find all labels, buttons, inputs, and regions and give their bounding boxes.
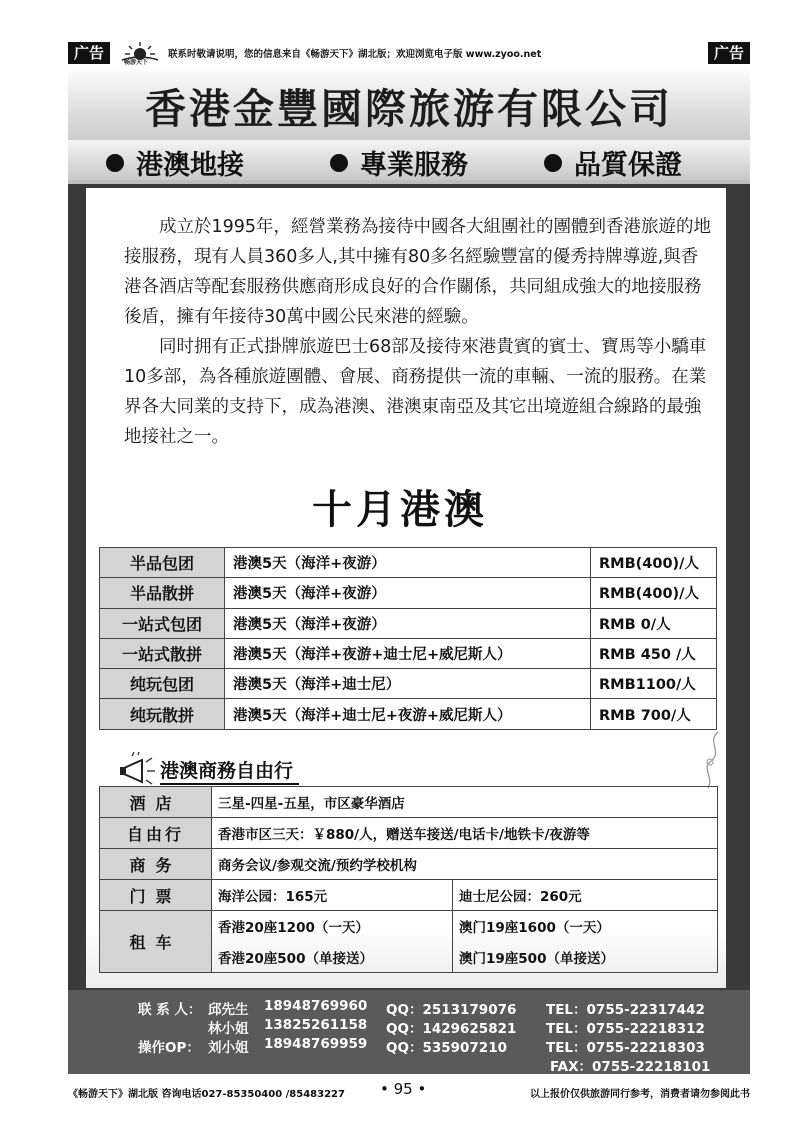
contact-fax: FAX：0755-22218101 bbox=[550, 1059, 711, 1075]
table-row bbox=[100, 669, 717, 699]
contact-tel: TEL：0755-22317442 bbox=[546, 1002, 705, 1018]
contact-name: 刘小姐 bbox=[208, 1040, 249, 1056]
logo-text: 畅游天下 bbox=[124, 59, 149, 66]
slogan-item: 專業服務 bbox=[330, 143, 468, 182]
promo-title: 十月港澳 bbox=[312, 487, 488, 533]
bullet-icon bbox=[330, 154, 348, 172]
free-travel-value: 香港市区三天：￥880/人，赠送车接送/电话卡/地铁卡/夜游等 bbox=[212, 818, 718, 849]
tour-route: 港澳5天（海洋+迪士尼） bbox=[225, 669, 591, 699]
tour-price: RMB(400)/人 bbox=[591, 578, 717, 608]
tour-price: RMB1100/人 bbox=[591, 669, 717, 699]
slogan-item: 港澳地接 bbox=[106, 143, 244, 182]
tour-route: 港澳5天（海洋+夜游） bbox=[225, 608, 591, 638]
tour-category: 纯玩包团 bbox=[100, 669, 225, 699]
row-label-free-travel: 自由行 bbox=[100, 818, 212, 849]
macau-day-rental: 澳门19座1600（一天） bbox=[453, 911, 718, 942]
tour-route: 港澳5天（海洋+夜游） bbox=[225, 578, 591, 608]
tour-route: 港澳5天（海洋+迪士尼+夜游+威尼斯人） bbox=[225, 699, 591, 729]
table-row bbox=[100, 818, 718, 849]
business-table bbox=[99, 786, 718, 973]
tour-category: 半品散拼 bbox=[100, 578, 225, 608]
intro-paragraph: 同时拥有正式掛牌旅遊巴士68部及接待來港貴賓的賓士、寶馬等小驕車10多部，為各種旅遊團體、會展、商務提供一流的車輛、一流的服務。在業界各大同業的支持下，成為港澳、港澳東南亞及其它出境遊組合線路的最強地接社之一。 bbox=[124, 337, 707, 447]
contact-name: 邱先生 bbox=[208, 1002, 249, 1018]
table-row bbox=[100, 578, 717, 608]
tour-route: 港澳5天（海洋+夜游+迪士尼+威尼斯人） bbox=[225, 638, 591, 668]
hk-transfer-rental: 香港20座500（单接送） bbox=[212, 942, 453, 973]
contact-name: 林小姐 bbox=[208, 1021, 249, 1037]
company-intro bbox=[124, 212, 714, 452]
slogan-item: 品質保證 bbox=[544, 143, 682, 182]
contact-tel: TEL：0755-22218303 bbox=[546, 1040, 705, 1056]
tour-route: 港澳5天（海洋+夜游） bbox=[225, 548, 591, 578]
row-label-tickets: 门票 bbox=[100, 880, 212, 911]
header bbox=[68, 66, 750, 184]
intro-paragraph: 成立於1995年，經營業務為接待中國各大組團社的團體到香港旅遊的地接服務，現有人員360多人,其中擁有80多名經驗豐富的優秀持牌導遊,與香港各酒店等配套服務供應商形成良好的合作關係，共同組成強大的地接服務後盾，擁有年接待30萬中國公民來港的經驗。 bbox=[124, 217, 712, 327]
swirl-ornament-icon bbox=[696, 730, 726, 790]
hotel-value: 三星-四星-五星，市区豪华酒店 bbox=[212, 787, 718, 818]
row-label-hotel: 酒店 bbox=[100, 787, 212, 818]
contact-qq: QQ：2513179076 bbox=[386, 1002, 517, 1018]
ocean-park-price: 海洋公园：165元 bbox=[212, 880, 453, 911]
tour-category: 半品包团 bbox=[100, 548, 225, 578]
contact-phone: 18948769960 bbox=[264, 998, 368, 1014]
tour-price: RMB(400)/人 bbox=[591, 548, 717, 578]
row-label-car-rental: 租车 bbox=[100, 911, 212, 973]
bullet-icon bbox=[544, 154, 562, 172]
megaphone-icon bbox=[118, 752, 158, 788]
hk-day-rental: 香港20座1200（一天） bbox=[212, 911, 453, 942]
tour-price: RMB 0/人 bbox=[591, 608, 717, 638]
contact-qq: QQ：535907210 bbox=[386, 1040, 507, 1056]
footer-right: 以上报价仅供旅游同行参考，消费者请勿参阅此书 bbox=[530, 1089, 750, 1100]
table-row bbox=[100, 849, 718, 880]
bullet-icon bbox=[106, 154, 124, 172]
slogan-bar bbox=[68, 140, 750, 180]
contact-note: 联系时敬请说明，您的信息来自《畅游天下》湖北版；欢迎浏览电子版 www.zyoo.net bbox=[168, 49, 542, 60]
footer-left: 《畅游天下》湖北版 咨询电话027-85350400 /85483227 bbox=[68, 1089, 345, 1100]
table-row bbox=[100, 911, 718, 942]
tour-category: 纯玩散拼 bbox=[100, 699, 225, 729]
commerce-value: 商务会议/参观交流/预约学校机构 bbox=[212, 849, 718, 880]
table-row bbox=[100, 638, 717, 668]
disney-price: 迪士尼公园：260元 bbox=[453, 880, 718, 911]
table-row bbox=[100, 548, 717, 578]
ad-label-left: 广告 bbox=[68, 42, 110, 64]
table-row bbox=[100, 608, 717, 638]
page-number: • 95 • bbox=[380, 1080, 427, 1098]
macau-transfer-rental: 澳门19座500（单接送） bbox=[453, 942, 718, 973]
table-row bbox=[100, 699, 717, 729]
tour-price: RMB 450 /人 bbox=[591, 638, 717, 668]
ad-label-right: 广告 bbox=[708, 42, 750, 64]
tour-category: 一站式包团 bbox=[100, 608, 225, 638]
tour-category: 一站式散拼 bbox=[100, 638, 225, 668]
company-name: 香港金豐國際旅游有限公司 bbox=[145, 85, 673, 133]
tour-price: RMB 700/人 bbox=[591, 699, 717, 729]
contact-panel: 联 系 人： 邱先生 18948769960 QQ：2513179076 TEL：0755-22317442 林小姐 13825261158 QQ：1429625821 TEL：0755-22218312 操作OP： 刘小姐 18948769959 QQ：535907210 TEL：0755-22218303 FAX：0755-22218101 bbox=[68, 990, 750, 1074]
page-footer bbox=[68, 1080, 750, 1102]
table-row bbox=[100, 880, 718, 911]
table-row bbox=[100, 787, 718, 818]
business-title: 港澳商務自由行 bbox=[160, 756, 299, 785]
tour-price-table bbox=[99, 547, 717, 730]
contact-phone: 18948769959 bbox=[264, 1036, 368, 1052]
contact-phone: 13825261158 bbox=[264, 1017, 368, 1033]
top-strip bbox=[68, 40, 750, 66]
contact-tel: TEL：0755-22218312 bbox=[546, 1021, 705, 1037]
contact-qq: QQ：1429625821 bbox=[386, 1021, 517, 1037]
row-label-commerce: 商务 bbox=[100, 849, 212, 880]
